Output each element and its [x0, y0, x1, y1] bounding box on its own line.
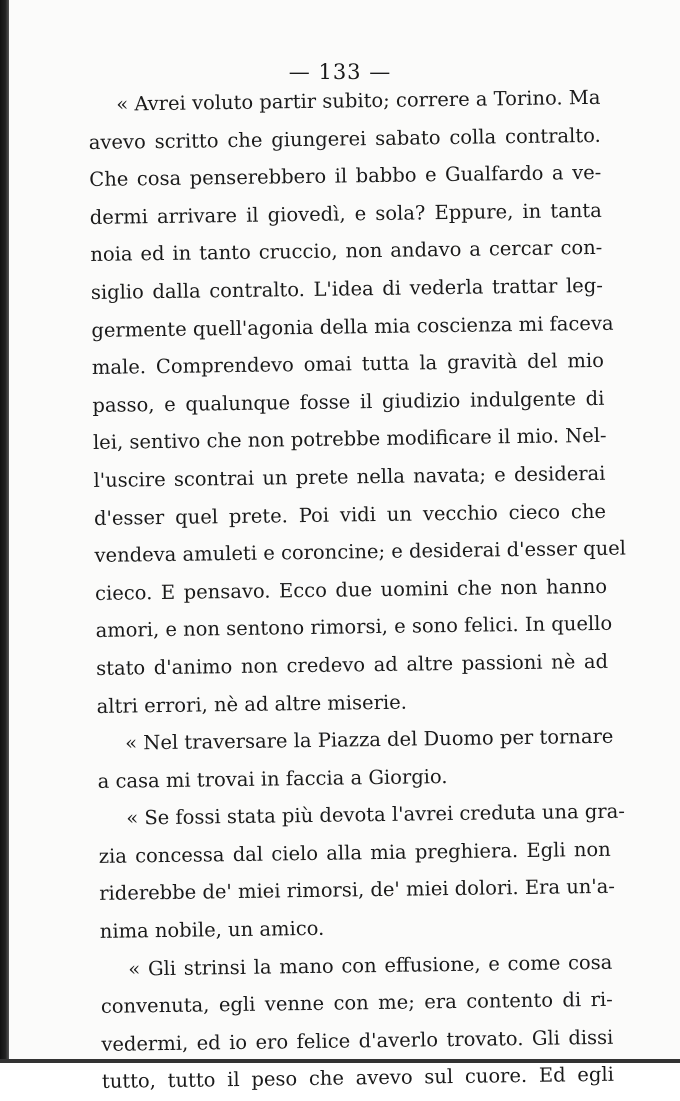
text-line: amori, e non sentono rimorsi, e sono felici. In quello [95, 612, 613, 643]
text-line: noia ed in tanto cruccio, non andavo a cercar con- [90, 236, 603, 267]
body-text [88, 79, 627, 1101]
text-line: dermi arrivare il giovedì, e sola? Eppure, in tanta [89, 198, 602, 229]
text-line: Che cosa penserebbero il babbo e Gualfardo a ve- [89, 161, 602, 192]
text-line: tutto, tutto il peso che avevo sul cuore. Ed egli [101, 1063, 615, 1094]
text-line: siglio dalla contralto. L'idea di vederla trattar leg- [90, 273, 603, 304]
text-line: avevo scritto che giungerei sabato colla contralto. [88, 123, 601, 154]
text-line: stato d'animo non credevo ad altre passioni nè ad [95, 649, 609, 680]
text-line: zia concessa dal cielo alla mia preghiera. Egli non [98, 837, 611, 868]
text-line: l'uscire scontrai un prete nella navata; e desiderai [93, 461, 606, 492]
text-line: nima nobile, un amico. [99, 916, 325, 943]
text-line: vendeva amuleti e coroncine; e desiderai d'esser quel [94, 536, 627, 568]
text-line: male. Comprendevo omai tutta la gravità del mio [91, 348, 605, 380]
text-line: convenuta, egli venne con me; era contento di ri- [100, 988, 613, 1019]
text-line: « Avrei voluto partir subito; correre a Torino. Ma [116, 85, 601, 116]
text-line: cieco. E pensavo. Ecco due uomini che non hanno [94, 574, 608, 605]
text-line: « Nel traversare la Piazza del Duomo per tornare [125, 724, 614, 755]
text-line: germente quell'agonia della mia coscienza mi faceva [91, 311, 614, 342]
text-line: d'esser quel prete. Poi vidi un vecchio cieco che [93, 499, 607, 530]
text-line: a casa mi trovai in faccia a Giorgio. [97, 764, 448, 793]
text-line: « Gli strinsi la mano con effusione, e come cosa [128, 950, 613, 981]
text-line: « Se fossi stata più devota l'avrei creduta una gra- [126, 799, 626, 830]
text-line: passo, e qualunque fosse il giudizio indulgente di [92, 386, 605, 417]
text-line: altri errori, nè ad altre miserie. [96, 690, 408, 718]
text-line: vedermi, ed io ero felice d'averlo trovato. Gli dissi [101, 1025, 614, 1056]
text-line: lei, sentivo che non potrebbe modificare il mio. Nel- [92, 424, 607, 455]
text-line: riderebbe de' miei rimorsi, de' miei dolori. Era un'a- [99, 875, 616, 906]
binding-edge [0, 0, 9, 1063]
page-number: — 133 — [288, 60, 392, 84]
